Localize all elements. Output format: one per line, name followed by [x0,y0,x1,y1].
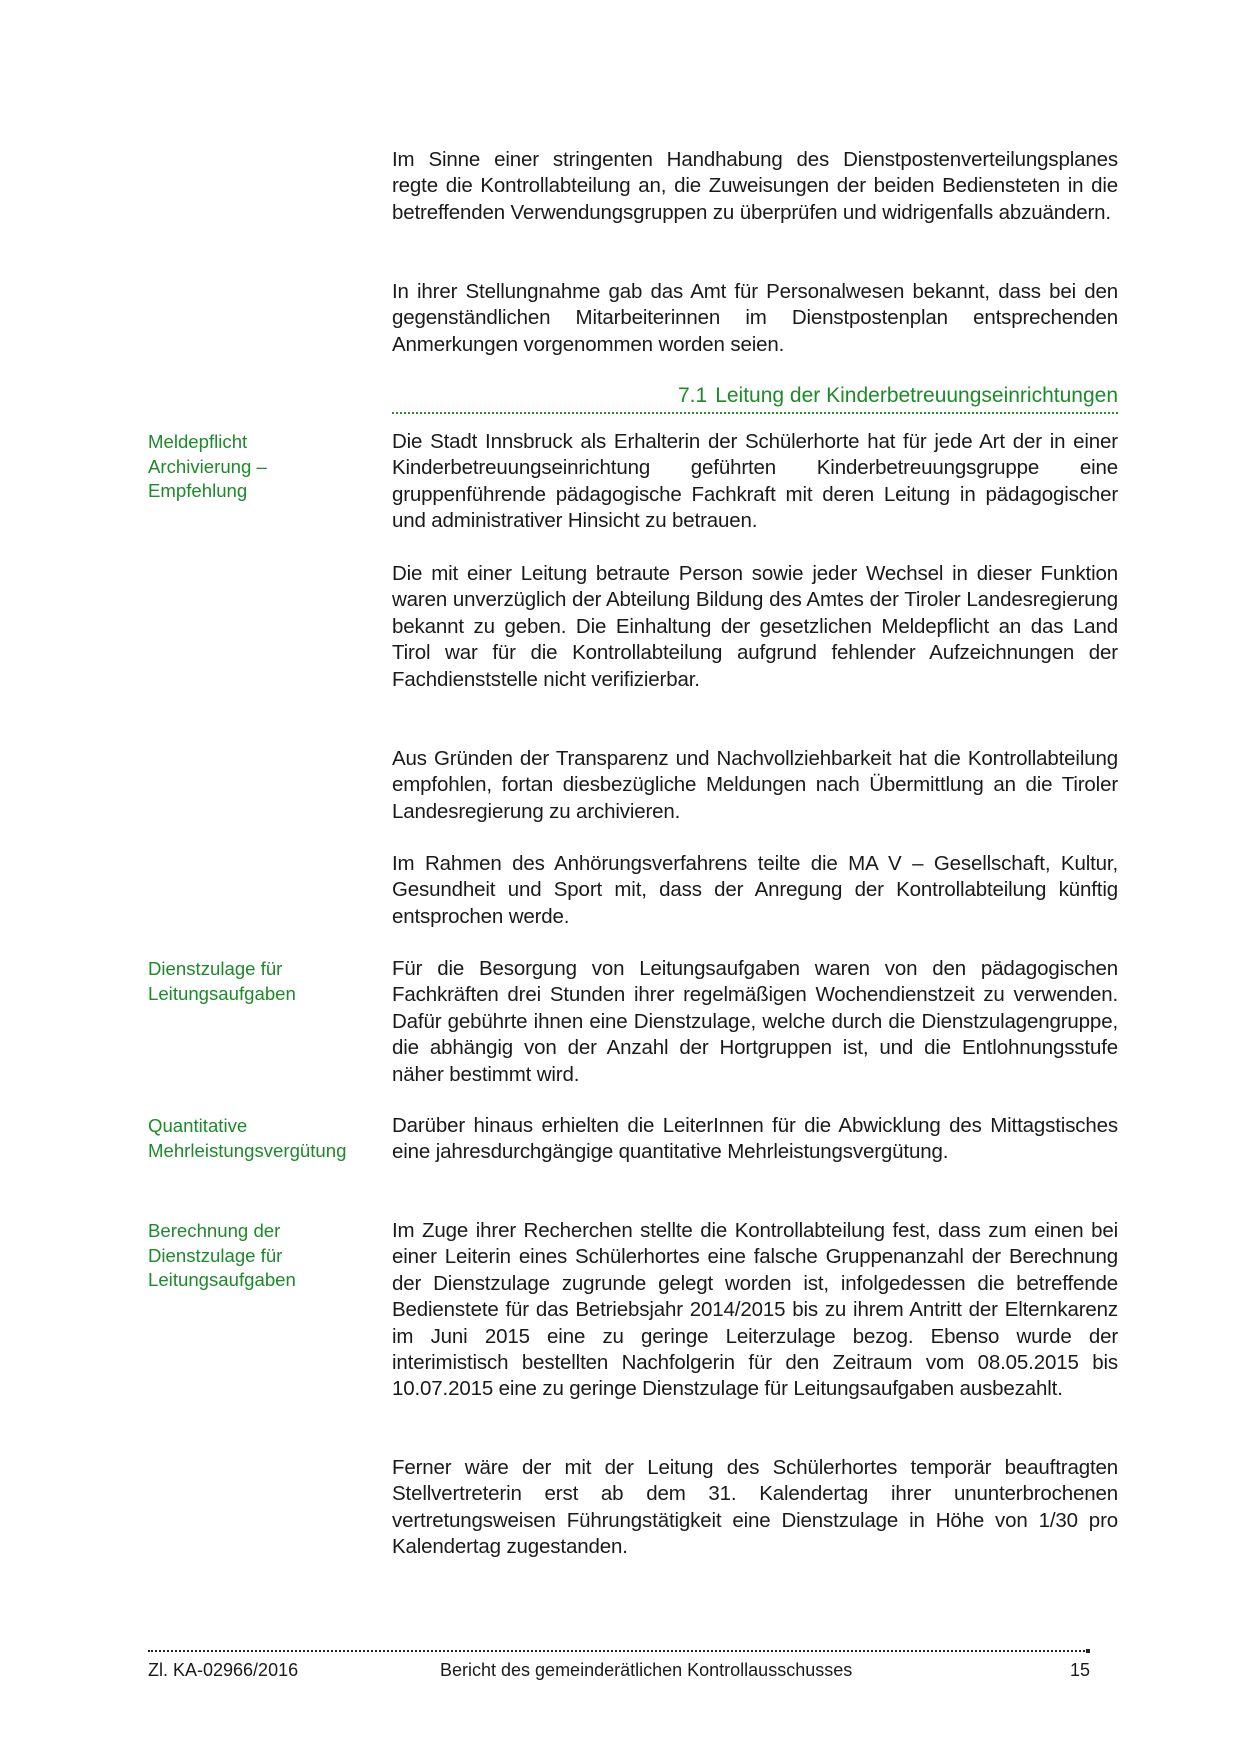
page-number: 15 [1069,1660,1090,1680]
footer-title: Bericht des gemeinderätlichen Kontrollausschusses [440,1660,853,1680]
paragraph: Ferner wäre der mit der Leitung des Schülerhortes temporär beauftragten Stellvertreterin erst ab dem 31. Kalendertag ihrer ununterbrochenen vertretungsweisen Führungstätigkeit eine Dienstzulage in Höhe von 1/30 pro Kalendertag zugestanden. [392,1456,1118,1559]
paragraph: Aus Gründen der Transparenz und Nachvollziehbarkeit hat die Kontrollabteilung empfohlen, fortan diesbezügliche Meldungen nach Übermittlung an die Tiroler Landesregierung zu archivieren. [392,747,1118,823]
margin-note-berechnung: Berechnung der Dienstzulage für Leitungsaufgaben [148,1220,296,1290]
paragraph: Die Stadt Innsbruck als Erhalterin der Schülerhorte hat für jede Art der in einer Kinderbetreuungseinrichtung geführten Kinderbetreuungsgruppe eine gruppenführende pädagogische Fachkraft mit deren Leitung in pädagogischer und administrativer Hinsicht zu betrauen. [392,430,1118,533]
margin-note-mehrleistungsverguetung: Quantitative Mehrleistungsvergütung [148,1115,347,1161]
footer-rule-end-dot [1086,1649,1090,1653]
margin-note-meldepflicht: Meldepflicht Archivierung – Empfehlung [148,431,267,501]
paragraph: Für die Besorgung von Leitungsaufgaben waren von den pädagogischen Fachkräften drei Stunden ihrer regelmäßigen Wochendienstzeit zu verwenden. Dafür gebührte ihnen eine Dienstzulage, welche durch die Dienstzulagengruppe, die abhängig von der Anzahl der Hortgruppen ist, und die Entlohnungsstufe näher bestimmt wird. [392,957,1118,1086]
paragraph: In ihrer Stellungnahme gab das Amt für Personalwesen bekannt, dass bei den gegenständlichen Mitarbeiterinnen im Dienstpostenplan entsprechenden Anmerkungen vorgenommen worden seien. [392,280,1118,356]
margin-note-dienstzulage: Dienstzulage für Leitungsaufgaben [148,958,296,1004]
paragraph: Darüber hinaus erhielten die LeiterInnen für die Abwicklung des Mittagstisches eine jahresdurchgängige quantitative Mehrleistungsvergütung. [392,1114,1118,1164]
paragraph: Im Rahmen des Anhörungsverfahrens teilte die MA V – Gesellschaft, Kultur, Gesundheit und Sport mit, dass der Anregung der Kontrollabteilung künftig entsprochen werde. [392,852,1118,928]
footer-reference: Zl. KA-02966/2016 [148,1660,299,1680]
paragraph: Im Zuge ihrer Recherchen stellte die Kontrollabteilung fest, dass zum einen bei einer Leiterin eines Schülerhortes eine falsche Gruppenanzahl der Berechnung der Dienstzulage zugrunde gelegt worden ist, infolgedessen die betreffende Bedienstete für das Betriebsjahr 2014/2015 bis zu ihrem Antritt der Elternkarenz im Juni 2015 eine zu geringe Leiterzulage bezog. Ebenso wurde der interimistisch bestellten Nachfolgerin für den Zeitraum vom 08.05.2015 bis 10.07.2015 eine zu geringe Dienstzulage für Leitungsaufgaben ausbezahlt. [392,1219,1118,1401]
paragraph: Im Sinne einer stringenten Handhabung des Dienstpostenverteilungsplanes regte die Kontrollabteilung an, die Zuweisungen der beiden Bediensteten in die betreffenden Verwendungsgruppen zu überprüfen und widrigenfalls abzuändern. [392,148,1118,224]
section-heading [392,383,1118,409]
paragraph: Die mit einer Leitung betraute Person sowie jeder Wechsel in dieser Funktion waren unverzüglich der Abteilung Bildung des Amtes der Tiroler Landesregierung bekannt zu geben. Die Einhaltung der gesetzlichen Meldepflicht an das Land Tirol war für die Kontrollabteilung aufgrund fehlender Aufzeichnungen der Fachdienststelle nicht verifizierbar. [392,562,1118,691]
section-number: 7.1 [678,384,708,407]
footer-dotted-rule [148,1650,1088,1652]
section-title: Leitung der Kinderbetreuungseinrichtungen [715,384,1118,407]
heading-dotted-rule [392,412,1118,414]
